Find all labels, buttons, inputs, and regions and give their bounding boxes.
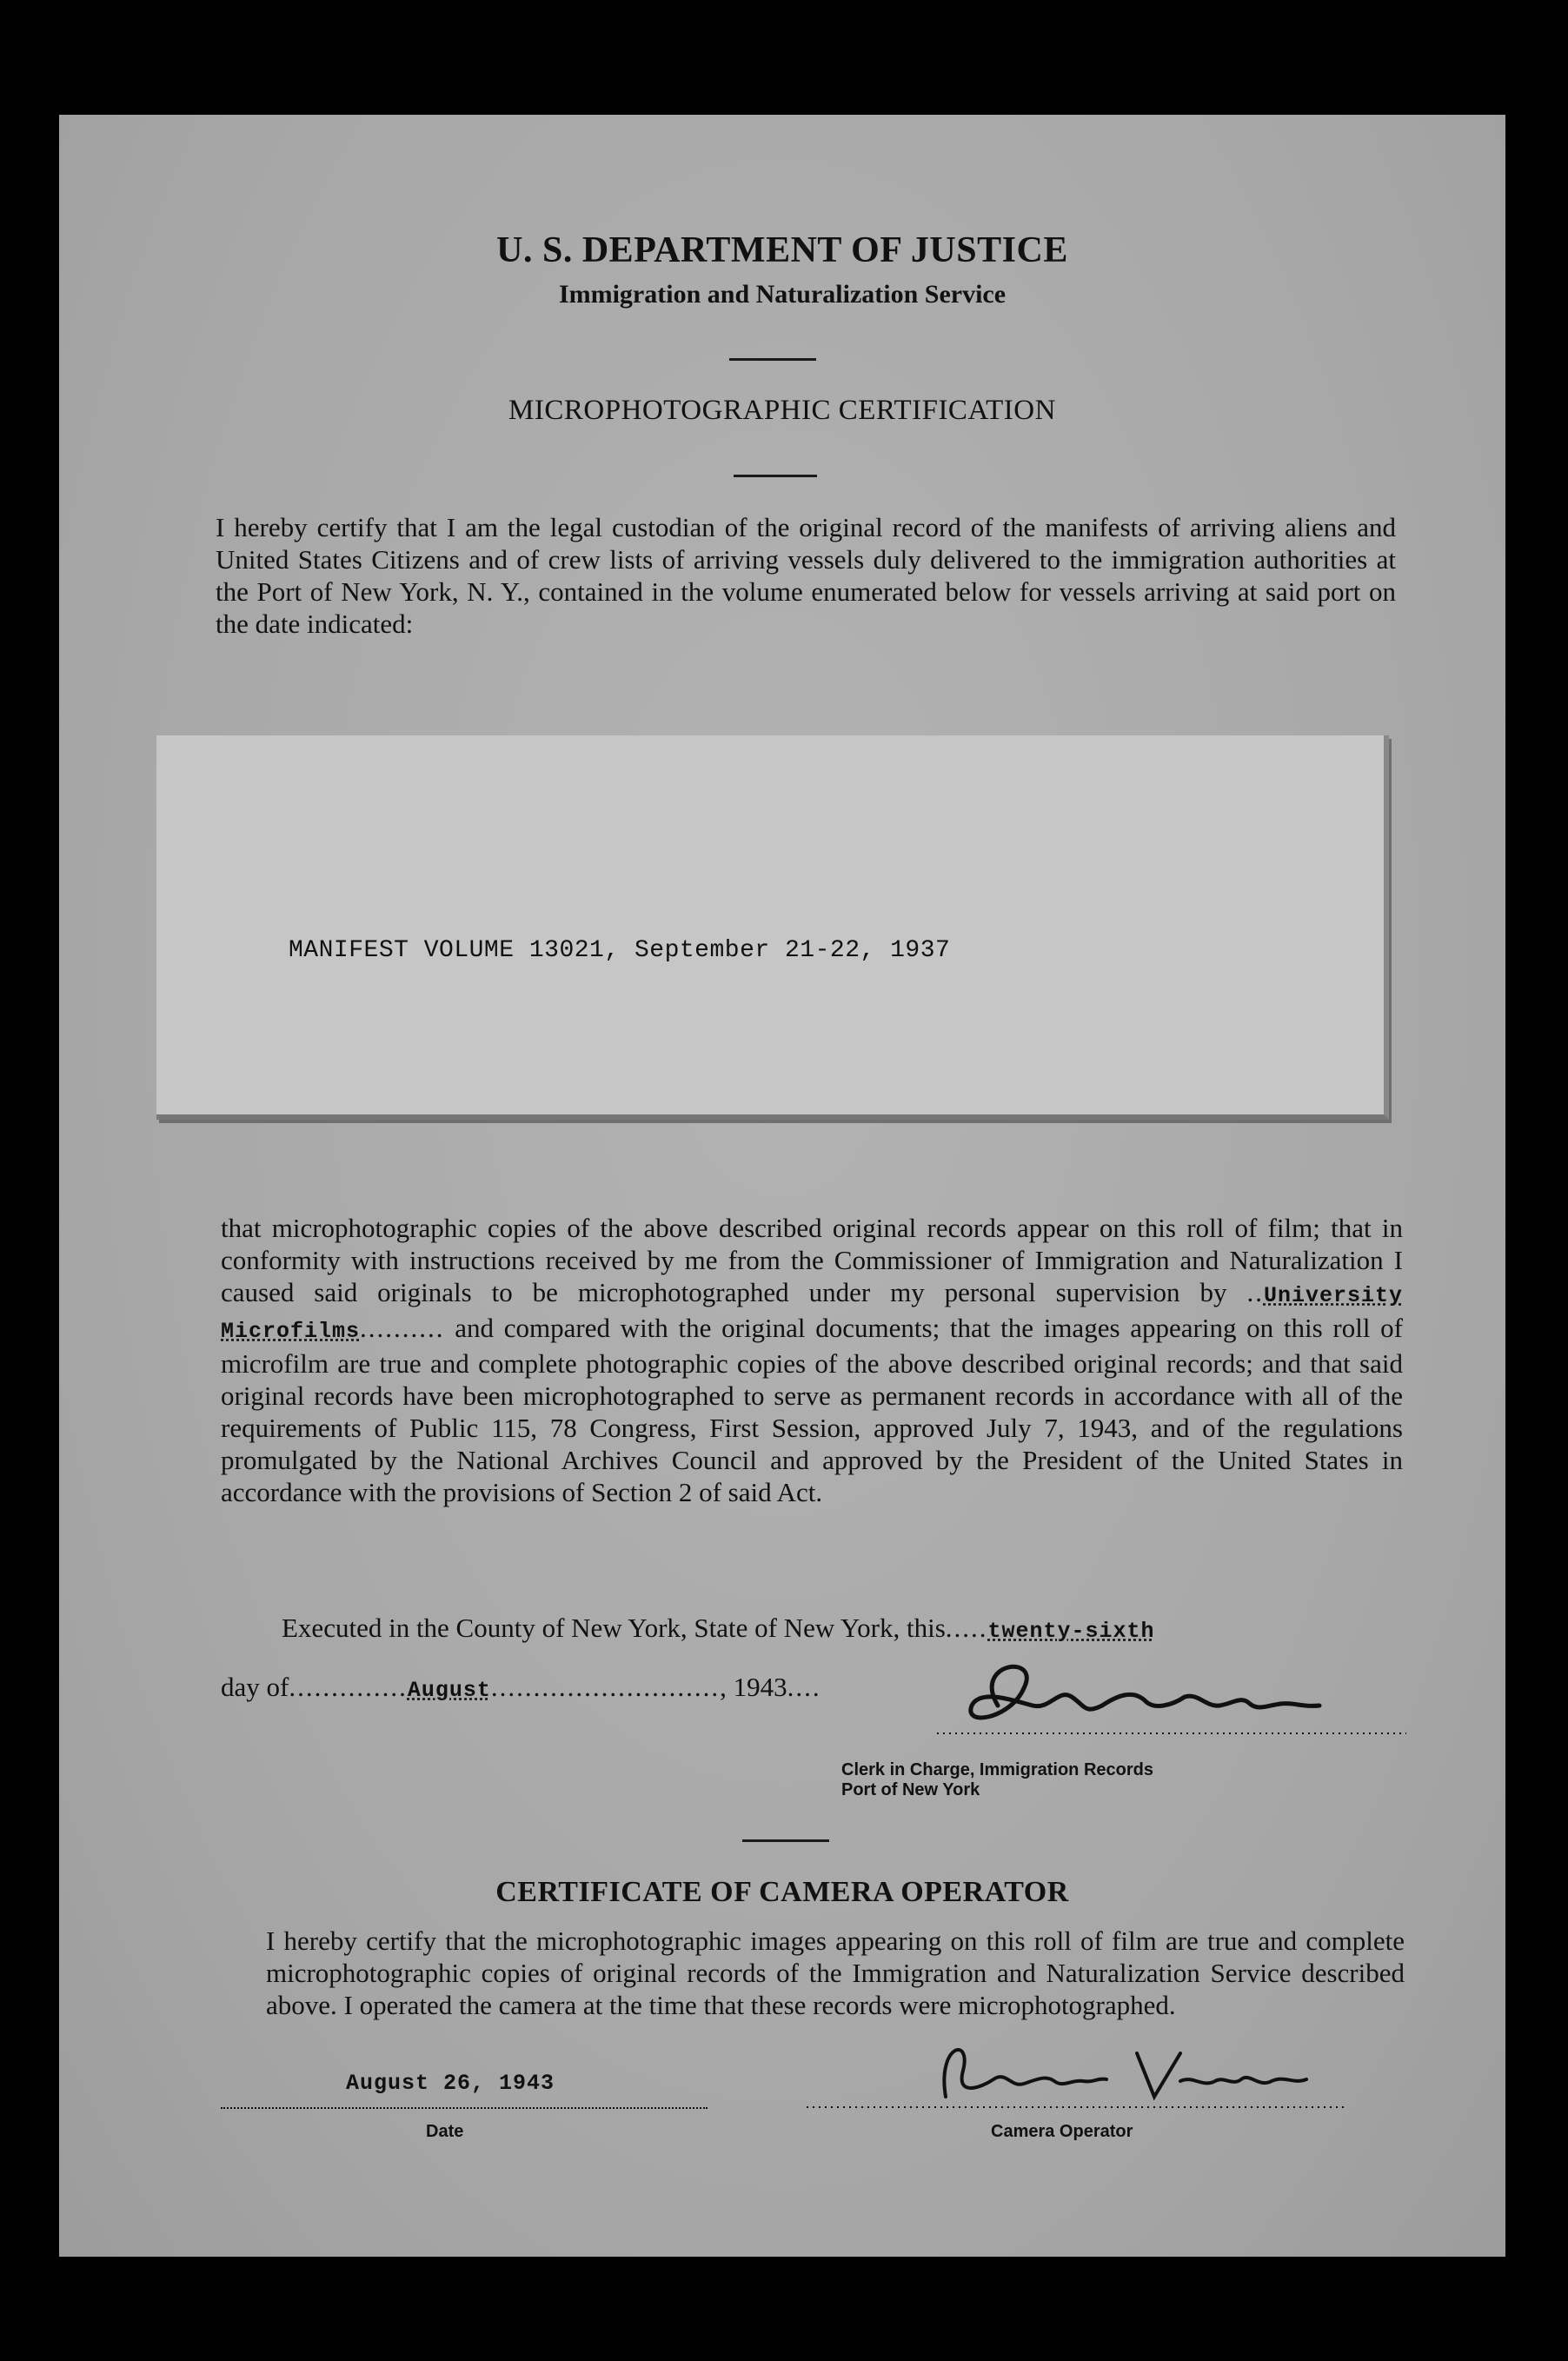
paragraph-text: that microphotographic copies of the above described original records appear on this roll of film; that in conformity with instructions received by me from the Commissioner of Immigration and Naturalization I caused said originals to be microphotographed under my personal supervision by [221,1213,1403,1307]
certification-heading: MICROPHOTOGRAPHIC CERTIFICATION [508,395,1056,426]
paragraph-text: and compared with the original documents; that the images appearing on this roll of microfilm are true and complete photographic copies of the above described original records; and that said original records have been microphotographed to serve as permanent records in accordance with all of the requirements of Public 115, 78 Congress, First Session, approved July 7, 1943, and of the regulations promulgated by the National Archives Council and approved by the President of the United States in accordance with the provisions of Section 2 of said Act. [221,1313,1404,1507]
filmed-by-value: University Microfilms [221,1283,1403,1344]
camera-operator-label: Camera Operator [991,2122,1133,2141]
divider [742,1839,829,1842]
divider [734,475,817,477]
certificate-page [59,115,1505,2257]
executed-year: , 1943 [720,1672,787,1702]
clerk-title-line1: Clerk in Charge, Immigration Records [841,1760,1153,1779]
camera-operator-heading: CERTIFICATE OF CAMERA OPERATOR [495,1876,1069,1908]
operator-signature [807,2027,1345,2114]
department-title: U. S. DEPARTMENT OF JUSTICE [496,230,1068,270]
microfilm-paragraph [221,1212,1403,1508]
executed-day-value: twenty-sixth [987,1619,1155,1644]
custodian-paragraph: I hereby certify that I am the legal custodian of the original record of the manifests of arriving aliens and United States Citizens and of crew lists of arriving vessels duly delivered to the immigration authorities at the Port of New York, N. Y., contained in the volume enumerated below for vessels arriving at said port on the date indicated: [216,512,1396,639]
fill-dots: .... [787,1672,821,1702]
day-of-label: day of [221,1672,289,1702]
fill-dots: ..... [945,1613,988,1643]
clerk-signature [885,1653,1406,1749]
manifest-volume-label: MANIFEST VOLUME 13021, September 21-22, 1937 [289,937,951,964]
divider [729,358,816,361]
executed-line [282,1612,1429,1647]
operator-date-value: August 26, 1943 [346,2071,555,2096]
camera-operator-paragraph: I hereby certify that the microphotographic images appearing on this roll of film are true and complete microphotographic copies of original records of the Immigration and Naturalization Service described above. I operated the camera at the time that these records were microphotographed. [266,1925,1405,2020]
fill-dots: .......... [360,1313,445,1343]
fill-dots: .. [1246,1277,1264,1307]
date-label: Date [426,2122,464,2141]
executed-prefix: Executed in the County of New York, State of New York, this [282,1613,946,1643]
executed-month-value: August [407,1678,491,1703]
clerk-title-line2: Port of New York [841,1780,980,1799]
volume-card [156,735,1389,1120]
service-subtitle: Immigration and Naturalization Service [558,280,1007,309]
fill-dots: ........................... [490,1672,721,1702]
fill-dots: .............. [289,1672,408,1702]
